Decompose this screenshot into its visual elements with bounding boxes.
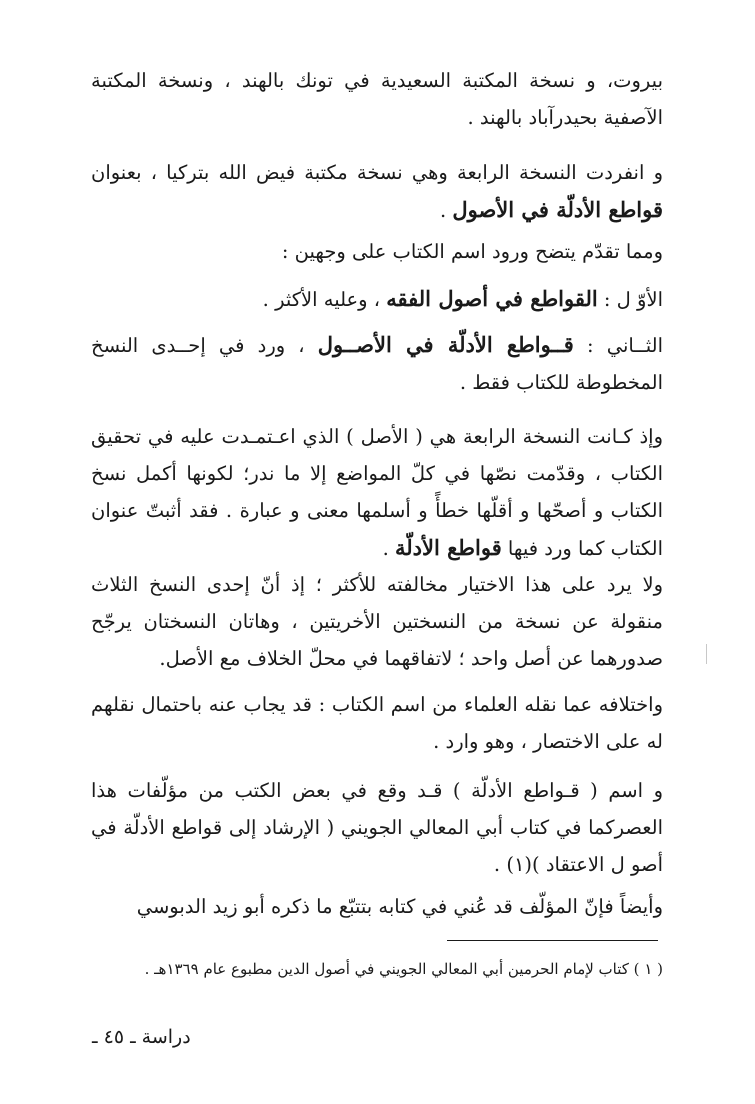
page-number: دراسة ـ ٤٥ ـ	[92, 1026, 191, 1048]
paragraph-text: و انفردت النسخة الرابعة وهي نسخة مكتبة فيض الله بتركيا ، بعنوان	[91, 161, 663, 184]
bold-title: قــواطع الأدلّة في الأصــول	[317, 332, 574, 357]
paragraph-text: ومما تقدّم يتضح ورود اسم الكتاب على وجهين :	[281, 240, 663, 263]
paragraph-dabusi	[91, 888, 663, 925]
paragraph-text: الأوّ ل :	[597, 288, 663, 311]
paragraph-fourth-copy	[91, 154, 663, 229]
bold-title: القواطع في أصول الفقه	[386, 286, 598, 311]
paragraph-text: .	[382, 537, 395, 560]
paragraph-second-name	[91, 326, 663, 401]
paragraph-text: ولا يرد على هذا الاختيار مخالفته للأكثر ؛ إذ أنّ إحدى النسخ الثلاث منقولة عن نسخة من النسختين الأخريتين ، وهاتان النسختان يرجّح صدورهما عن أصل واحد ؛ لاتفاقهما في محلّ الخلاف مع الأصل.	[91, 573, 663, 670]
paragraph-base-copy	[91, 418, 663, 567]
footnote: ( ١ ) كتاب لإمام الحرمين أبي المعالي الجويني في أصول الدين مطبوع عام ١٣٦٩هـ .	[144, 960, 663, 978]
paragraph-manuscripts	[91, 62, 663, 136]
bold-title: قواطع الأدلّة	[394, 535, 502, 560]
paragraph-two-names	[91, 233, 663, 270]
paragraph-text: ، ورد في إحــدى النسخ المخطوطة للكتاب فقط .	[91, 334, 663, 394]
footnote-separator	[447, 940, 658, 941]
paragraph-text: وأيضاً فإنّ المؤلّف قد عُني في كتابه بتتبّع ما ذكره أبو زيد الدبوسي	[136, 895, 663, 918]
paragraph-text: ، وعليه الأكثر .	[262, 288, 387, 311]
margin-mark	[706, 644, 707, 664]
paragraph-text: الثــاني :	[573, 334, 663, 357]
paragraph-juwayni	[91, 772, 663, 883]
paragraph-objection	[91, 566, 663, 677]
bold-title: قواطع الأدلّة في الأصول	[452, 197, 663, 222]
paragraph-text: واختلافه عما نقله العلماء من اسم الكتاب : قد يجاب عنه باحتمال نقلهم له على الاختصار ، وهو وارد .	[91, 693, 663, 753]
paragraph-first-name	[91, 280, 663, 318]
paragraph-text: بيروت، و نسخة المكتبة السعيدية في تونك بالهند ، ونسخة المكتبة الآصفية بحيدرآباد بالهند .	[91, 69, 663, 129]
paragraph-text: .	[439, 199, 453, 222]
paragraph-difference	[91, 686, 663, 760]
paragraph-text: و اسم ( قـواطع الأدلّة ) قـد وقع في بعض الكتب من مؤلّفات هذا العصركما في كتاب أبي المعالي الجويني ( الإرشاد إلى قواطع الأدلّة في أصو ل الاعتقاد )(١) .	[91, 779, 663, 876]
paragraph-text: وإذ كـانت النسخة الرابعة هي ( الأصل ) الذي اعـتمـدت عليه في تحقيق الكتاب ، وقدّمت نصّها في كلّ المواضع إلا ما ندر؛ لكونها أكمل نسخ الكتاب و أصحّها و أقلّها خطأً و أسلمها معنى و عبارة . فقد أثبتّ عنوان الكتاب كما ورد فيها	[91, 425, 663, 560]
